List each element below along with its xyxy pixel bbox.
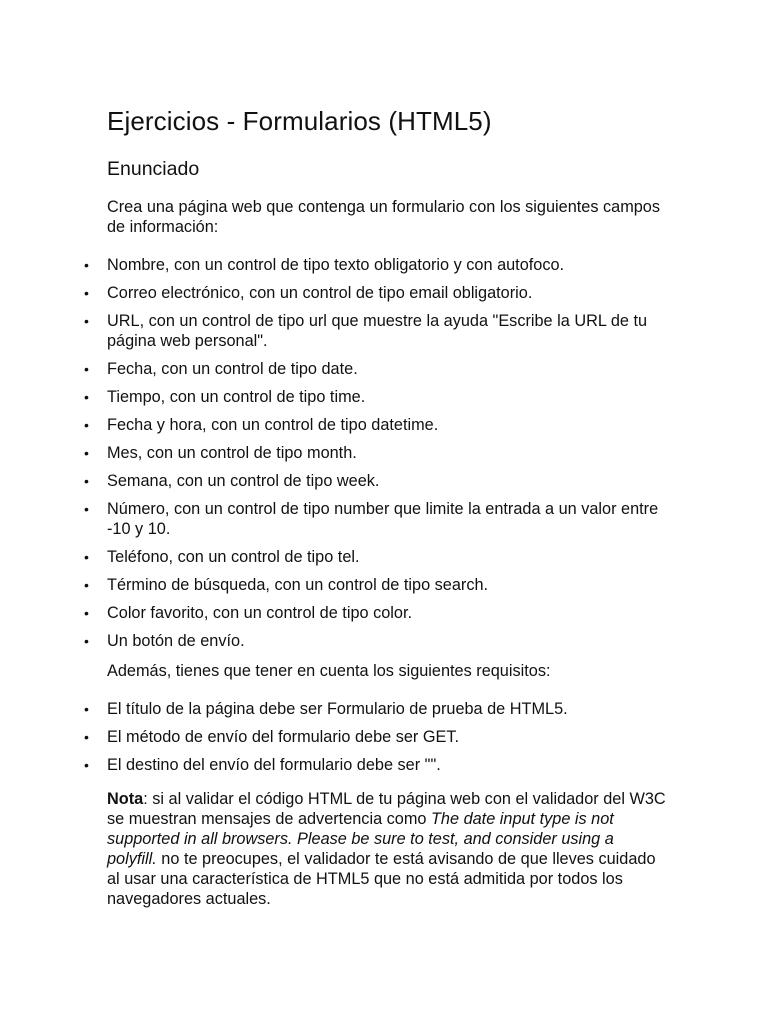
- list-item-text: Teléfono, con un control de tipo tel.: [107, 548, 360, 566]
- intro-paragraph: Crea una página web que contenga un formulario con los siguientes campos de información:: [107, 198, 661, 236]
- bullet-icon: •: [84, 445, 89, 461]
- list-item: [84, 255, 668, 275]
- bullet-icon: •: [84, 633, 89, 649]
- requirements-list: [84, 699, 668, 775]
- list-item-text: URL, con un control de tipo url que muestre la ayuda "Escribe la URL de tu página web personal".: [107, 312, 648, 350]
- list-item: [84, 547, 668, 567]
- list-item: [84, 699, 668, 719]
- list-item-text: Semana, con un control de tipo week.: [107, 472, 380, 490]
- list-item-text: El método de envío del formulario debe ser GET.: [107, 728, 460, 746]
- list-item-text: Fecha y hora, con un control de tipo datetime.: [107, 416, 439, 434]
- bullet-icon: •: [84, 389, 89, 405]
- bullet-icon: •: [84, 701, 89, 717]
- note-text-before: : si al validar el código HTML de tu página web con el validador del W3C se muestran mensajes de advertencia como: [107, 790, 666, 828]
- bullet-icon: •: [84, 605, 89, 621]
- list-item: [84, 499, 668, 539]
- bullet-icon: •: [84, 361, 89, 377]
- note-paragraph: [107, 789, 668, 909]
- list-item: [84, 755, 668, 775]
- bullet-icon: •: [84, 313, 89, 329]
- section-heading: Enunciado: [107, 158, 200, 180]
- list-item-text: Un botón de envío.: [107, 632, 245, 650]
- fields-list: [84, 255, 668, 651]
- list-item: [84, 603, 668, 623]
- list-item-text: Correo electrónico, con un control de tipo email obligatorio.: [107, 284, 533, 302]
- bullet-icon: •: [84, 757, 89, 773]
- bullet-icon: •: [84, 549, 89, 565]
- list-item: [84, 283, 668, 303]
- list-item: [84, 311, 668, 351]
- bullet-icon: •: [84, 473, 89, 489]
- note-text-after: no te preocupes, el validador te está avisando de que lleves cuidado al usar una característica de HTML5 que no está admitida por todos los navegadores actuales.: [107, 850, 656, 908]
- list-item: [84, 415, 668, 435]
- bullet-icon: •: [84, 257, 89, 273]
- bullet-icon: •: [84, 285, 89, 301]
- bullet-icon: •: [84, 501, 89, 517]
- list-item: [84, 443, 668, 463]
- document-title: Ejercicios - Formularios (HTML5): [107, 106, 492, 136]
- list-item-text: Nombre, con un control de tipo texto obligatorio y con autofoco.: [107, 256, 565, 274]
- list-item: [84, 359, 668, 379]
- list-item-text: Tiempo, con un control de tipo time.: [107, 388, 366, 406]
- list-item-text: El título de la página debe ser Formulario de prueba de HTML5.: [107, 700, 568, 718]
- list-item-text: El destino del envío del formulario debe ser "".: [107, 756, 441, 774]
- list-item-text: Número, con un control de tipo number que limite la entrada a un valor entre -10 y 10.: [107, 500, 659, 538]
- bullet-icon: •: [84, 417, 89, 433]
- list-item: [84, 575, 668, 595]
- list-item: [84, 631, 668, 651]
- list-item: [84, 727, 668, 747]
- note-label: Nota: [107, 790, 144, 808]
- list-item-text: Fecha, con un control de tipo date.: [107, 360, 358, 378]
- bullet-icon: •: [84, 729, 89, 745]
- list-item: [84, 471, 668, 491]
- list-item: [84, 387, 668, 407]
- requirements-intro: Además, tienes que tener en cuenta los siguientes requisitos:: [107, 662, 551, 680]
- list-item-text: Mes, con un control de tipo month.: [107, 444, 357, 462]
- list-item-text: Término de búsqueda, con un control de tipo search.: [107, 576, 489, 594]
- note-italic-message: The date input type is not supported in all browsers. Please be sure to test, and consider using a polyfill.: [107, 810, 614, 868]
- list-item-text: Color favorito, con un control de tipo color.: [107, 604, 412, 622]
- bullet-icon: •: [84, 577, 89, 593]
